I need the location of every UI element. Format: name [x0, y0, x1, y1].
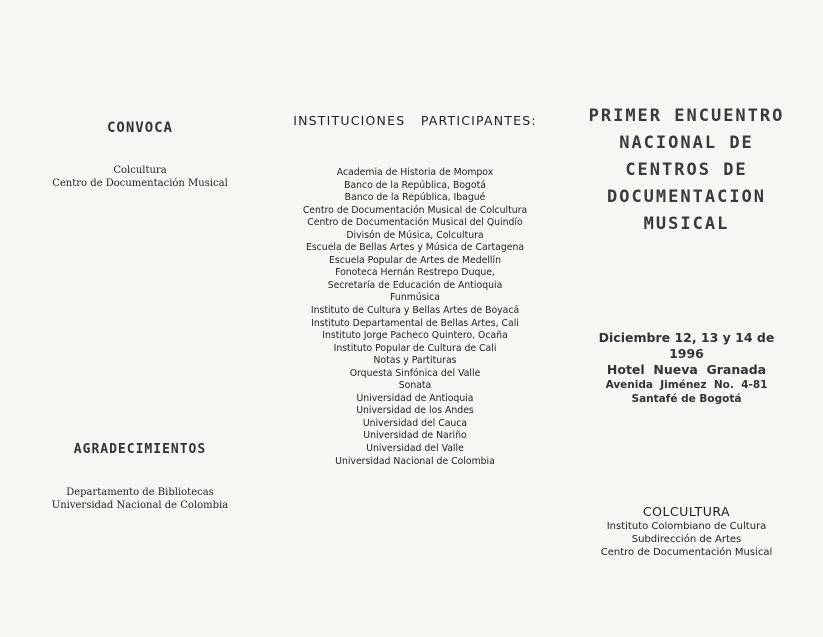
list-item: Universidad Nacional de Colombia — [335, 455, 495, 467]
list-item: Universidad del Valle — [366, 443, 464, 455]
convoca-text — [0, 164, 280, 190]
event-year: 1996 — [669, 346, 704, 361]
organizer-text — [550, 520, 823, 559]
institutions-list — [280, 167, 550, 468]
list-item: Escuela Popular de Artes de Medellín — [329, 254, 501, 266]
agradecimientos-line: Universidad Nacional de Colombia — [51, 500, 229, 511]
event-address: Avenida Jiménez No. 4-81 — [605, 379, 768, 391]
convoca-heading: CONVOCA — [106, 120, 173, 136]
list-item: Banco de la República, Ibagué — [344, 192, 486, 204]
event-title-line: PRIMER ENCUENTRO — [588, 106, 785, 126]
list-item: Centro de Documentación Musical de Colcultura — [302, 204, 528, 216]
organizer-line: Centro de Documentación Musical — [600, 547, 773, 558]
event-title — [550, 103, 823, 238]
middle-panel — [280, 0, 550, 637]
organizer-name: COLCULTURA — [642, 504, 731, 519]
event-venue: Hotel Nueva Granada — [606, 362, 767, 377]
organizer-line: Instituto Colombiano de Cultura — [606, 521, 767, 532]
organizer-block — [550, 504, 823, 559]
list-item: Notas y Partituras — [373, 355, 457, 367]
list-item: Universidad de los Andes — [356, 405, 474, 417]
event-title-line: DOCUMENTACION — [606, 187, 767, 207]
event-title-line: CENTROS DE — [625, 160, 748, 180]
list-item: Divisón de Música, Colcultura — [346, 229, 484, 241]
event-details — [550, 330, 823, 406]
list-item: Secretaría de Educación de Antioquia — [327, 279, 503, 291]
list-item: Universidad de Antioquia — [356, 392, 474, 404]
list-item: Sonata — [398, 380, 432, 392]
convoca-line: Colcultura — [113, 165, 167, 176]
list-item: Centro de Documentación Musical del Quindío — [307, 217, 523, 229]
agradecimientos-heading: AGRADECIMIENTOS — [73, 442, 207, 457]
event-title-line: NACIONAL DE — [619, 133, 754, 153]
event-city: Santafé de Bogotá — [631, 393, 742, 405]
convoca-line: Centro de Documentación Musical — [52, 178, 228, 189]
list-item: Instituto Departamental de Bellas Artes, Cali — [311, 317, 519, 329]
agradecimientos-line: Departamento de Bibliotecas — [66, 487, 214, 498]
event-date: Diciembre 12, 13 y 14 de — [598, 330, 775, 345]
event-title-line: MUSICAL — [643, 214, 730, 234]
list-item: Escuela de Bellas Artes y Música de Cartagena — [305, 242, 525, 254]
list-item: Fonoteca Hernán Restrepo Duque, — [335, 267, 495, 279]
list-item: Instituto de Cultura y Bellas Artes de Boyacá — [310, 305, 520, 317]
left-panel — [0, 0, 280, 637]
list-item: Academia de Historia de Mompox — [336, 167, 494, 178]
list-item: Banco de la República, Bogotá — [344, 179, 486, 191]
agradecimientos-text — [0, 486, 280, 512]
list-item: Universidad del Cauca — [362, 417, 468, 429]
list-item: Universidad de Nariño — [363, 430, 467, 442]
organizer-line: Subdirección de Artes — [631, 534, 742, 545]
right-panel — [550, 0, 823, 637]
institutions-heading: INSTITUCIONES PARTICIPANTES: — [293, 113, 537, 128]
list-item: Instituto Popular de Cultura de Cali — [333, 342, 497, 354]
list-item: Orquesta Sinfónica del Valle — [349, 367, 481, 379]
list-item: Funmúsica — [390, 292, 440, 304]
list-item: Instituto Jorge Pacheco Quintero, Ocaña — [322, 330, 508, 342]
